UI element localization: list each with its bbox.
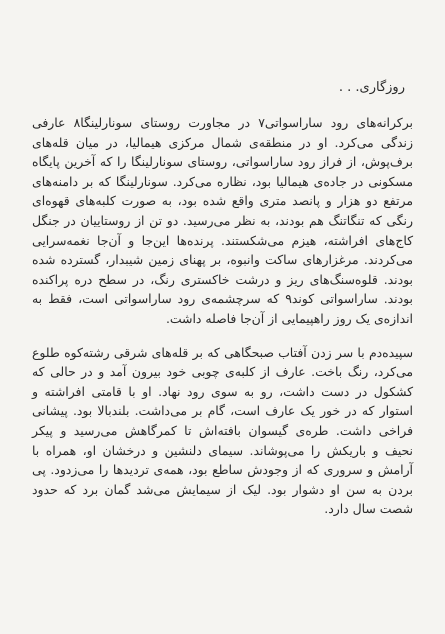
section-heading: روزگاری. . .: [338, 80, 405, 95]
paragraph-1: برکرانه‌های رود ساراسواتی۷ در مجاورت روستای سونارلینگا۸ عارفی زندگی می‌کرد. او در منطقه‌ی شمال مرکزی هیمالیا، در میان قله‌های برف‌پوش، از فراز رود ساراسواتی، روستای سونارلینگا را که آخرین پایگاه مسکونی در جاده‌ی هیمالیا بود، نظاره می‌کرد. سونارلینگا که بر دامنه‌های مرتفع دو هزار و پانصد متری واقع شده بود، به صورت کلبه‌های قهوه‌ای رنگی که تنگاتنگ هم بودند، به نظر می‌رسید. دو تن از روستاییان در جنگل کاج‌های افراشته، هیزم می‌شکستند. پرنده‌ها این‌جا و آن‌جا نغمه‌سرایی می‌کردند. مرغزارهای ساکت وانبوه، بر پهنای زمین شیبدار، گسترده شده بودند. قلوه‌سنگ‌های ریز و درشت خاکستری رنگ، در سطح دره پراکنده بودند. ساراسواتی کوند۹ که سرچشمه‌ی رود ساراسواتی است، فقط به اندازه‌ی یک روز راهپیمایی از آن‌جا فاصله داشت.: [32, 115, 413, 326]
paragraph-2: سپیده‌دم با سر زدن آفتاب صبحگاهی که بر قله‌های شرقی رشته‌کوه طلوع می‌کرد، رنگ باخت. عارف از کلبه‌ی چوبی خود بیرون آمد و در حالی که کشکول در دست داشت، رو به سوی رود نهاد. او با قامتی افراشته و استوار که در خور یک عارف است، گام بر می‌داشت. بلندبالا بود. پیشانی فراخی داشت. طره‌ی گیسوان بافته‌اش تا کمرگاهش می‌رسید و پیکر نحیف و باریکش را می‌پوشاند. سیمای دلنشین و درخشان او، همراه با آرامش و سروری که از وجودش ساطع بود، همه‌ی تردیدها را می‌زدود. پی بردن به سن او دشوار بود. لیک از سیمایش می‌شد گمان برد که حدود شصت سال دارد.: [32, 344, 413, 517]
